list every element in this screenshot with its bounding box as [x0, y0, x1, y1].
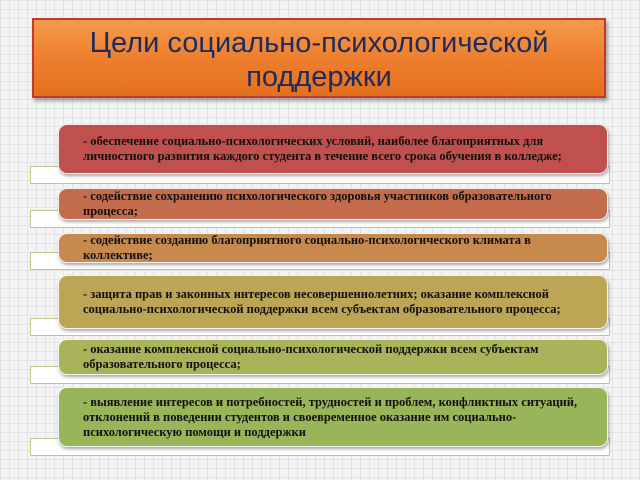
goal-item	[58, 387, 608, 447]
goal-text: - обеспечение социально-психологических условий, наиболее благоприятных для личностного развития каждого студента в течение всего срока обучения в колледже;	[83, 134, 562, 163]
goal-item	[58, 275, 608, 329]
goal-text: - защита прав и законных интересов несовершеннолетних; оказание комплексной социально-психологической поддержки всем субъектам образовательного процесса;	[83, 287, 561, 316]
goal-text: - оказание комплексной социально-психологической поддержки всем субъектам образовательного процесса;	[83, 342, 539, 371]
goal-item	[58, 339, 608, 375]
page-title: Цели социально-психологической поддержки	[89, 27, 549, 93]
goal-text: - содействие сохранению психологического здоровья участников образовательного процесса;	[83, 189, 552, 218]
goal-item	[58, 124, 608, 174]
goal-text: - выявление интересов и потребностей, трудностей и проблем, конфликтных ситуаций, отклонений в поведении студентов и своевременное оказание им социально-психологическую помощи и поддержки	[83, 394, 578, 439]
goal-item	[58, 233, 608, 263]
goal-item	[58, 188, 608, 220]
goal-text: - содействие созданию благоприятного социально-психологического климата в коллективе;	[83, 233, 531, 262]
title-banner	[32, 18, 606, 98]
